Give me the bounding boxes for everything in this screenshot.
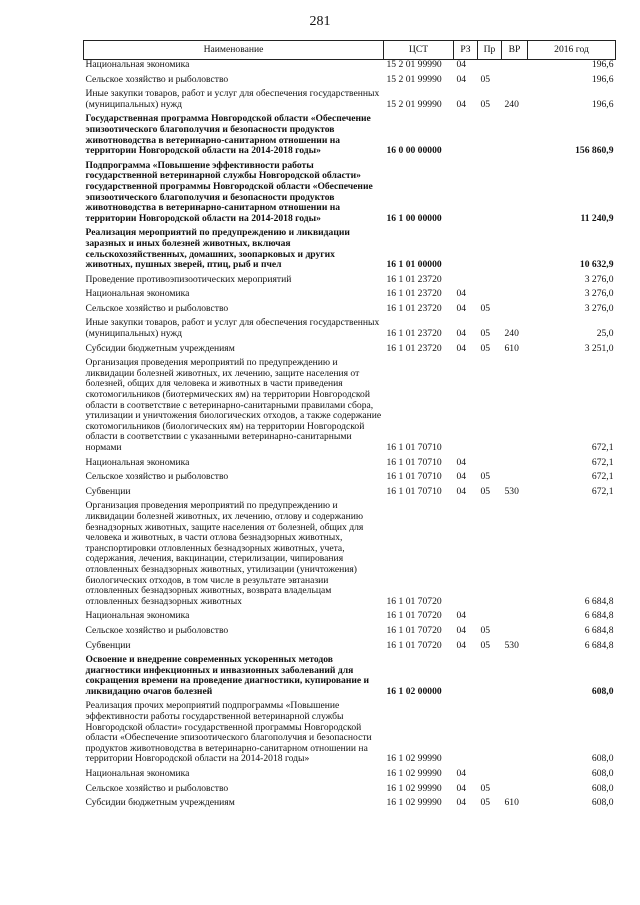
cell-rz: 04 [456,288,467,300]
cell-pr [478,285,502,300]
cell-vr [502,454,528,469]
header-year: 2016 год [528,41,616,60]
cell-vr [502,497,528,607]
table-row [84,354,616,453]
cell-amount: 672,1 [591,485,614,497]
cell-name: Национальная экономика [85,288,190,300]
cell-cst: 16 1 00 00000 [386,212,442,224]
table-row [84,765,616,780]
cell-vr [502,300,528,315]
cell-vr [502,285,528,300]
cell-pr: 05 [480,342,491,354]
cell-name: Организация проведения мероприятий по предупреждению и ликвидации болезней животных, их лечению, отлову и содержанию безнадзорных животных, защите населения от болезней, общих для человека и животных, в части отлова безнадзорных животных, транспортировки отловленных безнадзорных животных, учета, содержания, лечения, вакцинации, стерилизации, чипирования отловленных безнадзорных животных, утилизации (уничтожения) биологических отходов, в том числе в результате эвтаназии отловленных безнадзорных животных, возврата владельцам отловленных безнадзорных животных [85,500,364,607]
table-row [84,497,616,607]
cell-rz: 04 [456,328,467,340]
cell-amount: 196,6 [591,98,614,110]
table-row [84,637,616,652]
cell-rz: 04 [456,98,467,110]
cell-pr [478,454,502,469]
cell-rz [454,497,478,607]
table-header-row [84,41,616,60]
cell-name: Субсидии бюджетным учреждениям [85,797,235,809]
cell-name: Реализация мероприятий по предупреждению и ликвидации заразных и иных болезней животных, включая сельскохозяйственных, домашних, зоопарковых и других животных, пушных зверей, птиц, рыб и пчел [85,227,350,271]
cell-name: Подпрограмма «Повышение эффективности работы государственной ветеринарной службы Новгородской области» государственной программы Новгородской области «Обеспечение эпизоотического благополучия и безопасности продуктов животноводства в ветеринарно-санитарном отношении на территории Новгородской области на 2014-2018 годы» [85,159,373,224]
cell-vr [502,354,528,453]
cell-cst: 16 1 02 99990 [386,753,442,765]
cell-cst: 16 1 01 23720 [386,328,442,340]
cell-vr [502,468,528,483]
cell-amount: 672,1 [591,456,614,468]
cell-pr: 05 [480,328,491,340]
page-number: 281 [309,14,331,29]
cell-vr [502,607,528,622]
cell-rz: 04 [456,768,467,780]
table-row [84,71,616,86]
cell-pr [478,765,502,780]
cell-pr [478,607,502,622]
cell-pr [478,110,502,156]
cell-rz: 04 [456,797,467,809]
table-row [84,607,616,622]
cell-amount: 672,1 [591,471,614,483]
table-row [84,285,616,300]
table-row [84,340,616,355]
cell-cst: 16 0 00 00000 [386,145,442,157]
cell-rz [454,110,478,156]
cell-rz [454,271,478,286]
cell-amount: 3 276,0 [584,273,614,285]
table-row [84,224,616,270]
cell-cst: 16 1 02 00000 [386,685,442,697]
cell-amount: 608,0 [591,797,614,809]
table-row [84,314,616,339]
cell-pr [478,157,502,225]
cell-pr [478,354,502,453]
cell-amount: 6 684,8 [584,639,614,651]
table-row [84,85,616,110]
cell-amount: 608,0 [591,753,614,765]
table-row [84,157,616,225]
table-row [84,483,616,498]
cell-pr [478,271,502,286]
table-row [84,271,616,286]
cell-name: Национальная экономика [85,610,190,622]
cell-name: Реализация прочих мероприятий подпрограммы «Повышение эффективности работы государственной ветеринарной службы Новгородской области» государственной программы Новгородской области «Обеспечение эпизоотического благополучия и безопасности продуктов животноводства в ветеринарно-санитарном отношении на территории Новгородской области на 2014-2018 годы» [85,700,372,765]
cell-amount: 196,6 [591,59,614,70]
table-row [84,454,616,469]
cell-vr [502,71,528,86]
cell-amount: 672,1 [591,442,614,453]
cell-rz: 04 [456,59,467,70]
cell-name: Иные закупки товаров, работ и услуг для обеспечения государственных (муниципальных) нужд [85,88,380,110]
cell-cst: 16 1 01 00000 [386,259,442,271]
cell-pr: 05 [480,98,491,110]
cell-cst: 16 1 01 70710 [386,471,442,483]
cell-vr: 240 [504,328,519,340]
cell-cst: 16 1 01 70720 [386,595,442,607]
cell-pr: 05 [480,73,491,85]
cell-pr [478,697,502,765]
table-row [84,468,616,483]
cell-rz: 04 [456,302,467,314]
header-name: Наименование [84,41,384,60]
cell-rz: 04 [456,342,467,354]
cell-pr: 05 [480,624,491,636]
header-vr: ВР [502,41,528,60]
cell-pr: 05 [480,639,491,651]
cell-vr [502,780,528,795]
cell-name: Сельское хозяйство и рыболовство [85,782,229,794]
cell-cst: 15 2 01 99990 [386,98,442,110]
cell-pr: 05 [480,797,491,809]
table-row [84,110,616,156]
cell-cst: 16 1 01 70720 [386,639,442,651]
table-row [84,794,616,809]
header-pr: Пр [478,41,502,60]
cell-name: Сельское хозяйство и рыболовство [85,471,229,483]
cell-vr: 240 [504,98,519,110]
table-row [84,651,616,697]
cell-name: Национальная экономика [85,768,190,780]
cell-vr [502,110,528,156]
cell-name: Сельское хозяйство и рыболовство [85,73,229,85]
cell-rz: 04 [456,624,467,636]
cell-cst: 16 1 01 23720 [386,342,442,354]
cell-amount: 6 684,8 [584,610,614,622]
cell-cst: 16 1 02 99990 [386,768,442,780]
table-row [84,60,616,71]
cell-vr [502,271,528,286]
table-row [84,622,616,637]
cell-rz: 04 [456,485,467,497]
cell-amount: 156 860,9 [575,145,614,157]
cell-vr [502,224,528,270]
cell-name: Субвенции [85,639,131,651]
cell-vr [502,651,528,697]
cell-name: Сельское хозяйство и рыболовство [85,302,229,314]
cell-name: Иные закупки товаров, работ и услуг для обеспечения государственных (муниципальных) нужд [85,317,380,340]
cell-pr: 05 [480,471,491,483]
cell-cst: 16 1 01 70720 [386,624,442,636]
table-row [84,780,616,795]
cell-vr [502,765,528,780]
cell-cst: 16 1 01 70710 [386,456,442,468]
cell-rz: 04 [456,471,467,483]
cell-pr: 05 [480,485,491,497]
cell-name: Субвенции [85,485,131,497]
cell-amount: 3 251,0 [584,342,614,354]
cell-pr [478,651,502,697]
cell-vr [502,622,528,637]
cell-amount: 11 240,9 [580,212,614,224]
cell-pr: 05 [480,782,491,794]
cell-vr [502,697,528,765]
cell-pr [478,224,502,270]
cell-cst: 15 2 01 99990 [386,73,442,85]
table-body [84,60,616,809]
cell-rz [454,651,478,697]
cell-rz: 04 [456,639,467,651]
cell-name: Национальная экономика [85,59,190,70]
cell-name: Национальная экономика [85,456,190,468]
cell-vr: 610 [504,797,519,809]
header-rz: РЗ [454,41,478,60]
cell-rz [454,224,478,270]
cell-amount: 25,0 [596,328,614,340]
cell-rz: 04 [456,456,467,468]
budget-table [83,40,616,809]
cell-cst: 16 1 02 99990 [386,782,442,794]
cell-amount: 608,0 [591,768,614,780]
cell-cst: 16 1 01 23720 [386,302,442,314]
cell-name: Субсидии бюджетным учреждениям [85,342,235,354]
cell-pr: 05 [480,302,491,314]
cell-vr: 610 [504,342,519,354]
cell-name: Сельское хозяйство и рыболовство [85,624,229,636]
cell-name: Государственная программа Новгородской области «Обеспечение эпизоотического благополучия и безопасности продуктов животноводства в ветеринарно-санитарном отношении на территории Новгородской области на 2014-2018 годы» [85,113,371,157]
cell-amount: 3 276,0 [584,302,614,314]
cell-amount: 3 276,0 [584,288,614,300]
cell-amount: 608,0 [591,685,614,697]
cell-vr: 530 [504,485,519,497]
cell-pr [478,60,502,71]
cell-pr [478,497,502,607]
cell-vr: 530 [504,639,519,651]
cell-rz [454,157,478,225]
cell-cst: 16 1 01 23720 [386,288,442,300]
cell-name: Проведение противоэпизоотических мероприятий [85,273,292,285]
cell-rz [454,697,478,765]
cell-name: Организация проведения мероприятий по предупреждению и ликвидации болезней животных, их лечению, защите населения от болезней, общих для человека и животных в части приведения скотомогильников (биотермических ям) на территории Новгородской области в соответствие с ветеринарно-санитарными правилами сбора, утилизации и уничтожения биологических отходов, а также содержание скотомогильников (биологических ям) на территории Новгородской области в соответствии с указанными ветеринарно-санитарными нормами [85,357,382,453]
cell-amount: 196,6 [591,73,614,85]
cell-cst: 16 1 01 70710 [386,442,442,453]
cell-cst: 16 1 01 70720 [386,610,442,622]
header-cst: ЦСТ [384,41,454,60]
cell-rz: 04 [456,73,467,85]
cell-cst: 16 1 02 99990 [386,797,442,809]
table-row [84,300,616,315]
cell-amount: 10 632,9 [579,259,614,271]
cell-rz: 04 [456,782,467,794]
table-row [84,697,616,765]
cell-rz: 04 [456,610,467,622]
cell-amount: 608,0 [591,782,614,794]
cell-vr [502,60,528,71]
cell-amount: 6 684,8 [584,624,614,636]
cell-rz [454,354,478,453]
cell-cst: 16 1 01 70710 [386,485,442,497]
cell-vr [502,157,528,225]
cell-cst: 16 1 01 23720 [386,273,442,285]
cell-name: Освоение и внедрение современных ускоренных методов диагностики инфекционных и инвазионных заболеваний для сокращения времени на проведение диагностики, купирование и ликвидацию очагов болезней [85,654,370,697]
cell-cst: 15 2 01 99990 [386,59,442,70]
cell-amount: 6 684,8 [584,595,614,607]
